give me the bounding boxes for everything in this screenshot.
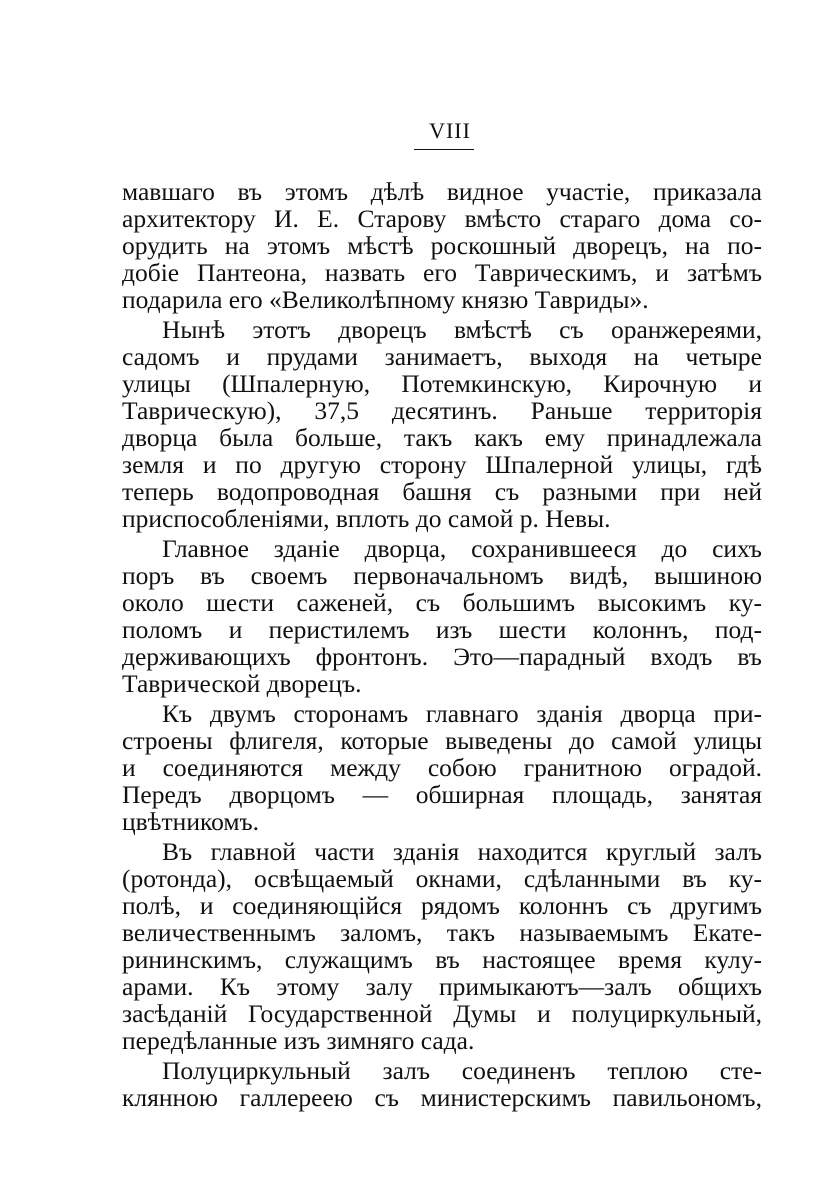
text-line: арами. Къ этому залу примыкаютъ—залъ общихъ (122, 972, 762, 1001)
paragraph (122, 1057, 762, 1111)
text-line: строены флигеля, которые выведены до самой улицы (122, 726, 762, 755)
text-line: Главное зданіе дворца, сохранившееся до сихъ (162, 534, 762, 563)
text-line: и соединяются между собою гранитною оградой. (122, 753, 762, 782)
text-line: Къ двумъ сторонамъ главнаго зданія дворца при- (162, 699, 762, 728)
text-line: Передъ дворцомъ — обширная площадь, занятая (122, 780, 762, 809)
text-line: величественнымъ заломъ, такъ называемымъ Екате- (122, 918, 762, 947)
text-line: Полуциркульный залъ соединенъ теплою сте- (162, 1056, 762, 1085)
text-line: улицы (Шпалерную, Потемкинскую, Кирочную и (122, 369, 762, 398)
text-line: поломъ и перистилемъ изъ шести колоннъ, под- (122, 615, 762, 644)
text-line: рининскимъ, служащимъ въ настоящее время кулу- (122, 945, 762, 974)
paragraph (122, 178, 762, 313)
text-line: поръ въ своемъ первоначальномъ видѣ, вышиною (122, 561, 762, 590)
text-line: полѣ, и соединяющійся рядомъ колоннъ съ другимъ (122, 891, 762, 920)
text-line: дворца была больше, такъ какъ ему принадлежала (122, 423, 762, 452)
paragraph (122, 316, 762, 532)
text-line: около шести саженей, съ большимъ высокимъ ку- (122, 588, 762, 617)
text-line: клянною галлереею съ министерскимъ павильономъ, (122, 1083, 762, 1112)
body-text (122, 178, 762, 1111)
text-line: мавшаго въ этомъ дѣлѣ видное участіе, приказала (122, 177, 762, 206)
text-line: садомъ и прудами занимаетъ, выходя на четыре (122, 342, 762, 371)
paragraph (122, 838, 762, 1054)
text-line: архитектору И. Е. Старову вмѣсто стараго дома со- (122, 204, 762, 233)
paragraph (122, 535, 762, 697)
text-line: держивающихъ фронтонъ. Это—парадный входъ въ (122, 642, 762, 671)
text-line: Таврическую), 37,5 десятинъ. Раньше территорія (122, 396, 762, 425)
text-line: приспособленіями, вплоть до самой р. Невы. (122, 504, 611, 533)
text-line: Въ главной части зданія находится круглый залъ (162, 837, 762, 866)
text-line: добіе Пантеона, назвать его Таврическимъ, и затѣмъ (122, 258, 762, 287)
text-line: теперь водопроводная башня съ разными при ней (122, 477, 762, 506)
text-line: Нынѣ этотъ дворецъ вмѣстѣ съ оранжереями, (162, 315, 762, 344)
text-line: орудить на этомъ мѣстѣ роскошный дворецъ, на по- (122, 231, 762, 260)
text-line: цвѣтникомъ. (122, 807, 260, 836)
text-line: засѣданій Государственной Думы и полуциркульный, (122, 999, 762, 1028)
paragraph (122, 700, 762, 835)
page-number-rule (414, 149, 474, 150)
text-line: Таврической дворецъ. (122, 669, 362, 698)
text-line: земля и по другую сторону Шпалерной улицы, гдѣ (122, 450, 762, 479)
page-number: VIII (429, 118, 471, 143)
text-line: подарила его «Великолѣпному князю Тавриды». (122, 285, 649, 314)
text-line: (ротонда), освѣщаемый окнами, сдѣланными въ ку- (122, 864, 762, 893)
text-line: передѣланные изъ зимняго сада. (122, 1026, 475, 1055)
